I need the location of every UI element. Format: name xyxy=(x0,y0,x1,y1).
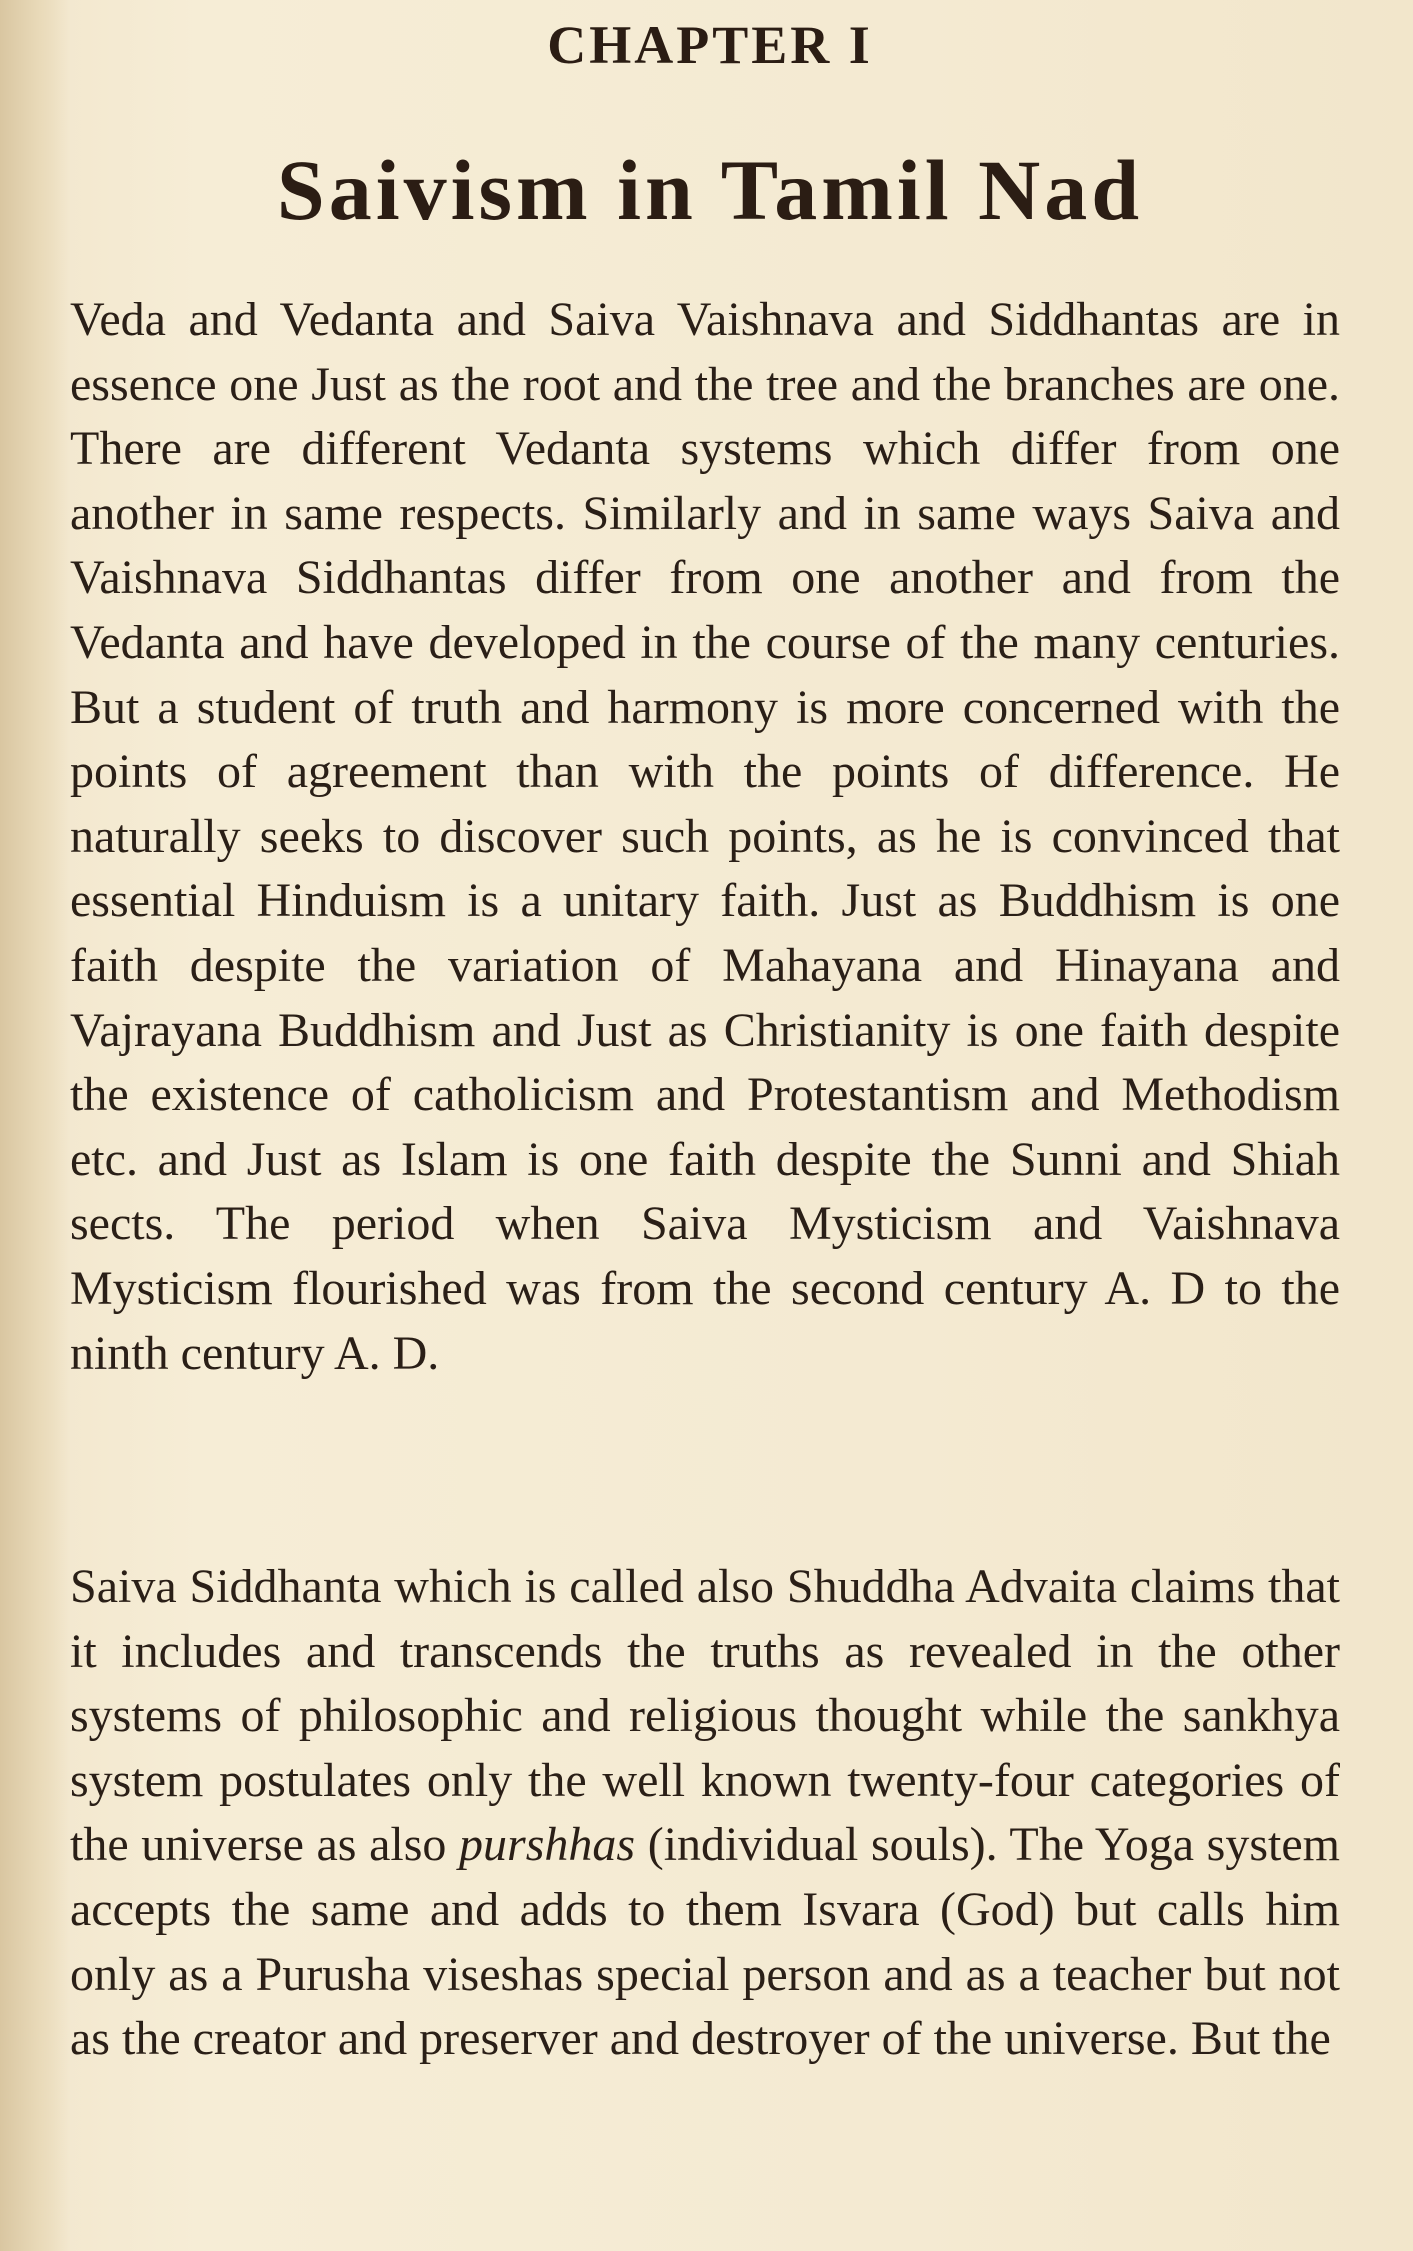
chapter-title: Saivism in Tamil Nad xyxy=(276,142,1144,238)
paragraph-2-italic-term: purshhas xyxy=(459,1818,636,1872)
paragraph-2-text-start: Saiva Siddhanta which is called also Shuddha Advaita claims that it includes and transcends the truths as revealed in the other systems of philosophic and religious thought while the sankhya system postulates only the well known twenty-four categories of the universe as also xyxy=(70,1560,1340,1872)
paragraph-1: Veda and Vedanta and Saiva Vaishnava and Siddhantas are in essence one Just as the root and the tree and the branches are one. There are different Vedanta systems which differ from one another in same respects. Similarly and in same ways Saiva and Vaishnava Siddhantas differ from one another and from the Vedanta and have developed in the course of the many centuries. But a student of truth and harmony is more concerned with the points of agreement than with the points of difference. He naturally seeks to discover such points, as he is convinced that essential Hinduism is a unitary faith. Just as Buddhism is one faith despite the variation of Mahayana and Hinayana and Vajrayana Buddhism and Just as Christianity is one faith despite the existence of catholicism and Protestantism and Methodism etc. and Just as Islam is one faith despite the Sunni and Shiah sects. The period when Saiva Mysticism and Vaishnava Mysticism flourished was from the second century A. D to the ninth century A. D. xyxy=(70,293,1340,1380)
chapter-label: CHAPTER I xyxy=(547,15,873,75)
page-gutter-shadow xyxy=(0,0,70,2251)
book-page xyxy=(70,0,1350,2251)
paragraph-2 xyxy=(70,1555,1340,2072)
paragraph-2-text-end: (individual souls). The Yoga system accepts the same and adds to them Isvara (God) but calls him only as a Purusha viseshas special person and as a teacher but not as the creator and preserver and destroyer of the universe. But the xyxy=(70,1818,1340,2066)
